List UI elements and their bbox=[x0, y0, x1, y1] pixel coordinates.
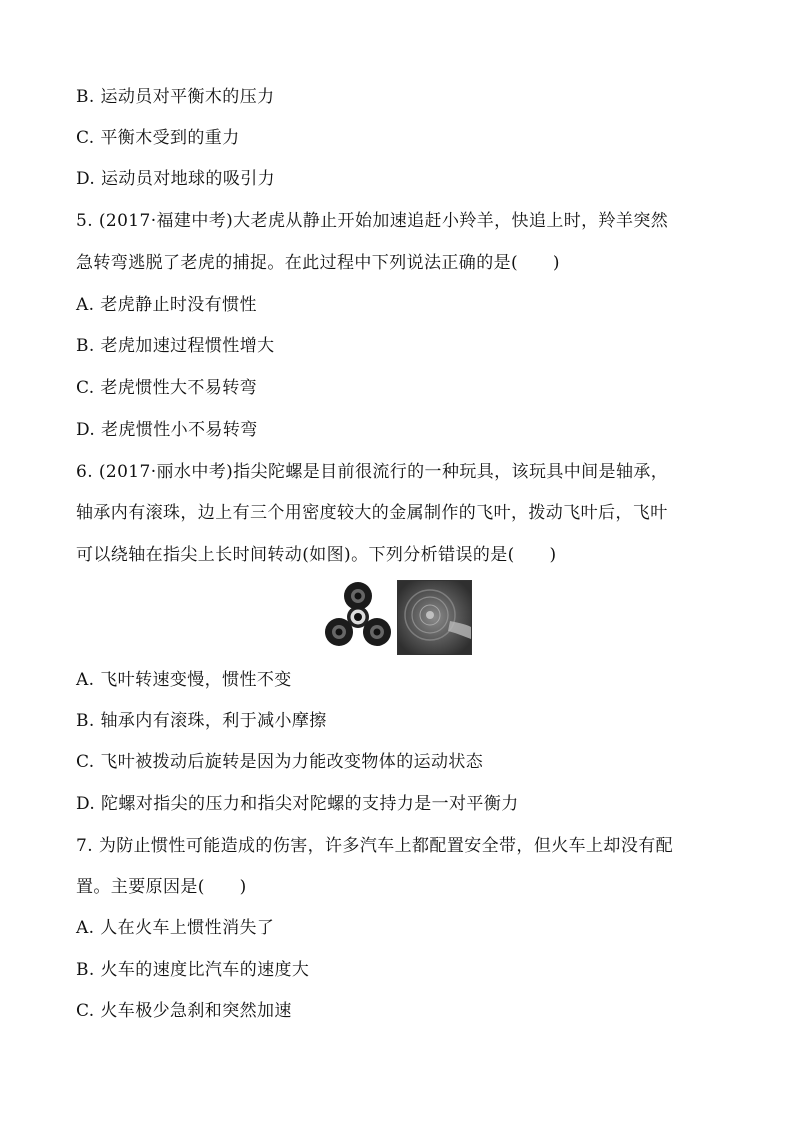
q6-option-d: D. 陀螺对指尖的压力和指尖对陀螺的支持力是一对平衡力 bbox=[76, 794, 519, 814]
q7-option-c: C. 火车极少急刹和突然加速 bbox=[76, 1001, 292, 1021]
question-5-line-1: 5. (2017·福建中考)大老虎从静止开始加速追赶小羚羊，快追上时，羚羊突然 bbox=[76, 211, 669, 231]
q6-option-c: C. 飞叶被拨动后旋转是因为力能改变物体的运动状态 bbox=[76, 752, 484, 772]
q6-option-b: B. 轴承内有滚珠，利于减小摩擦 bbox=[76, 711, 327, 731]
question-7-line-2: 置。主要原因是( ) bbox=[76, 877, 247, 897]
q5-option-a: A. 老虎静止时没有惯性 bbox=[76, 295, 257, 315]
spinning-blur-image bbox=[397, 580, 472, 655]
question-7-line-1: 7. 为防止惯性可能造成的伤害，许多汽车上都配置安全带，但火车上却没有配 bbox=[76, 836, 674, 856]
q5-option-b: B. 老虎加速过程惯性增大 bbox=[76, 336, 275, 356]
q7-option-a: A. 人在火车上惯性消失了 bbox=[76, 918, 275, 938]
line-d-attraction-to-earth: D. 运动员对地球的吸引力 bbox=[76, 169, 276, 189]
line-c-beam-gravity: C. 平衡木受到的重力 bbox=[76, 128, 240, 148]
question-5-line-2: 急转弯逃脱了老虎的捕捉。在此过程中下列说法正确的是( ) bbox=[76, 253, 560, 273]
q7-option-b: B. 火车的速度比汽车的速度大 bbox=[76, 960, 310, 980]
line-b-pressure-on-beam: B. 运动员对平衡木的压力 bbox=[76, 87, 275, 107]
q5-option-d: D. 老虎惯性小不易转弯 bbox=[76, 420, 258, 440]
fidget-spinner-figure bbox=[321, 580, 473, 654]
question-6-line-2: 轴承内有滚珠，边上有三个用密度较大的金属制作的飞叶，拨动飞叶后，飞叶 bbox=[76, 503, 668, 523]
question-6-line-1: 6. (2017·丽水中考)指尖陀螺是目前很流行的一种玩具，该玩具中间是轴承， bbox=[76, 462, 669, 482]
q5-option-c: C. 老虎惯性大不易转弯 bbox=[76, 378, 258, 398]
q6-option-a: A. 飞叶转速变慢，惯性不变 bbox=[76, 670, 292, 690]
question-6-line-3: 可以绕轴在指尖上长时间转动(如图)。下列分析错误的是( ) bbox=[76, 545, 557, 565]
fidget-spinner-image bbox=[321, 580, 395, 654]
